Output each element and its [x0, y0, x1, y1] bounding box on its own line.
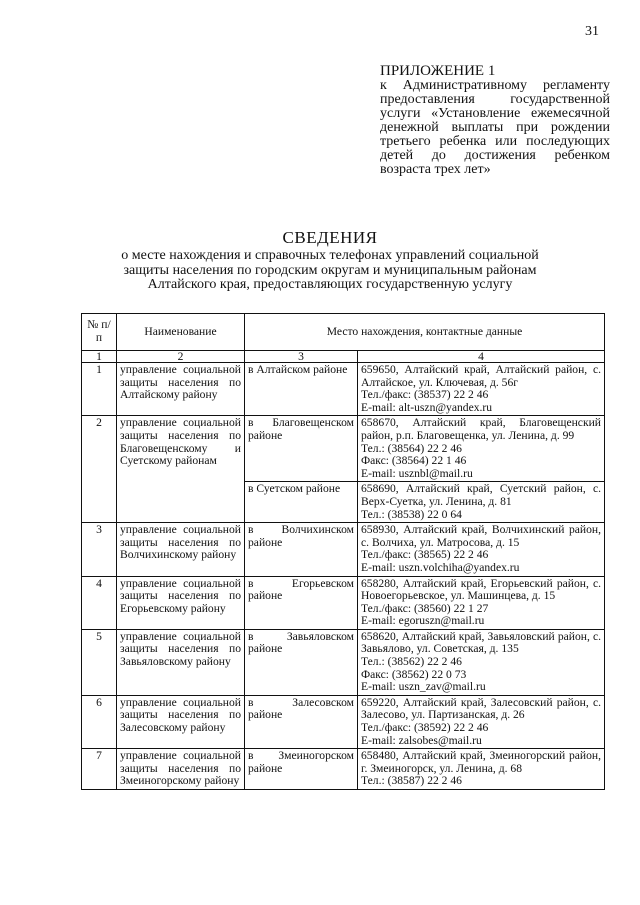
appendix-heading: ПРИЛОЖЕНИЕ 1: [380, 63, 496, 79]
office-email: E-mail: usznbl@mail.ru: [361, 466, 473, 480]
office-phone: Тел./факс: (38537) 22 2 46: [361, 388, 489, 402]
office-name: управление социальной защиты населения по Алтайскому району: [117, 363, 245, 416]
column-number: 4: [358, 351, 605, 363]
table-row: [82, 416, 605, 482]
service-area: в Завьяловском районе: [245, 629, 358, 695]
appendix-text: к Административному регламенту предоставления государственной услуги «Установление ежемесячной денежной выплаты при рождении третьего ребенка или последующих детей до достижения ребенком возраста трех лет»: [380, 78, 610, 177]
office-phone: Факс: (38564) 22 1 46: [361, 454, 467, 468]
row-number: 7: [82, 749, 117, 790]
table-row: [82, 523, 605, 576]
office-email: E-mail: uszn_zav@mail.ru: [361, 680, 486, 694]
table-row: [82, 695, 605, 748]
service-area: в Егорьевском районе: [245, 576, 358, 629]
service-area: в Алтайском районе: [245, 363, 358, 416]
office-phone: Тел./факс: (38560) 22 1 27: [361, 601, 489, 615]
row-number: 6: [82, 695, 117, 748]
office-email: E-mail: alt-uszn@yandex.ru: [361, 400, 493, 414]
header-name: Наименование: [117, 314, 245, 351]
service-area: в Залесовском районе: [245, 695, 358, 748]
office-name: управление социальной защиты населения по Благовещенскому и Суетскому районам: [117, 416, 245, 523]
column-number: 3: [245, 351, 358, 363]
table-row: [82, 576, 605, 629]
table-row: [82, 749, 605, 790]
office-address: 658280, Алтайский край, Егорьевский район, с. Новоегорьевское, ул. Машинцева, д. 15: [361, 576, 601, 603]
service-area: в Змеиногорском районе: [245, 749, 358, 790]
contact-details: [358, 482, 605, 523]
office-address: 659650, Алтайский край, Алтайский район, с. Алтайское, ул. Ключевая, д. 56г: [361, 363, 601, 389]
table-row: [82, 629, 605, 695]
office-name: управление социальной защиты населения по Егорьевскому району: [117, 576, 245, 629]
row-number: 3: [82, 523, 117, 576]
office-address: 658480, Алтайский край, Змеиногорский район, г. Змеиногорск, ул. Ленина, д. 68: [361, 749, 601, 775]
contact-details: [358, 749, 605, 790]
header-num: № п/п: [82, 314, 117, 351]
row-number: 4: [82, 576, 117, 629]
office-name: управление социальной защиты населения по Завьяловскому району: [117, 629, 245, 695]
office-phone: Тел.: (38587) 22 2 46: [361, 774, 462, 788]
offices-table: [81, 313, 605, 790]
office-address: 658690, Алтайский край, Суетский район, с. Верх-Суетка, ул. Ленина, д. 81: [361, 482, 601, 508]
office-email: E-mail: egoruszn@mail.ru: [361, 614, 485, 628]
contact-details: [358, 363, 605, 416]
office-phone: Тел./факс: (38565) 22 2 46: [361, 548, 489, 562]
page-number: 31: [585, 24, 599, 39]
contact-details: [358, 576, 605, 629]
office-address: 658670, Алтайский край, Благовещенский район, р.п. Благовещенка, ул. Ленина, д. 99: [361, 416, 601, 442]
office-phone: Тел.: (38538) 22 0 64: [361, 507, 462, 521]
contact-details: [358, 523, 605, 576]
office-name: управление социальной защиты населения по Змеиногорскому району: [117, 749, 245, 790]
office-email: E-mail: uszn.volchiha@yandex.ru: [361, 560, 520, 574]
document-title: СВЕДЕНИЯ: [282, 228, 378, 247]
office-phone: Тел./факс: (38592) 22 2 46: [361, 721, 489, 735]
table-row: [82, 363, 605, 416]
row-number: 1: [82, 363, 117, 416]
table-body: [82, 363, 605, 790]
title-block: [120, 228, 540, 293]
column-number: 1: [82, 351, 117, 363]
header-place: Место нахождения, контактные данные: [245, 314, 605, 351]
office-phone: Тел.: (38562) 22 2 46: [361, 655, 462, 669]
row-number: 5: [82, 629, 117, 695]
contact-details: [358, 629, 605, 695]
contact-details: [358, 416, 605, 482]
office-address: 658620, Алтайский край, Завьяловский район, с. Завьялово, ул. Советская, д. 135: [361, 629, 601, 656]
office-phone: Факс: (38562) 22 0 73: [361, 667, 467, 681]
office-address: 659220, Алтайский край, Залесовский район, с. Залесово, ул. Партизанская, д. 26: [361, 695, 601, 722]
office-phone: Тел.: (38564) 22 2 46: [361, 441, 462, 455]
row-number: 2: [82, 416, 117, 523]
office-name: управление социальной защиты населения по Залесовскому району: [117, 695, 245, 748]
office-name: управление социальной защиты населения по Волчихинскому району: [117, 523, 245, 576]
service-area: в Благовещенском районе: [245, 416, 358, 482]
appendix-block: [380, 64, 610, 177]
service-area: в Волчихинском районе: [245, 523, 358, 576]
office-address: 658930, Алтайский край, Волчихинский район, с. Волчиха, ул. Матросова, д. 15: [361, 523, 601, 549]
document-subtitle: о месте нахождения и справочных телефонах управлений социальной защиты населения по городским округам и муниципальным районам Алтайского края, предоставляющих государственную услугу: [121, 248, 539, 292]
column-numbers-row: [82, 351, 605, 363]
service-area: в Суетском районе: [245, 482, 358, 523]
table-header-row: [82, 314, 605, 351]
office-email: E-mail: zalsobes@mail.ru: [361, 733, 482, 747]
contact-details: [358, 695, 605, 748]
column-number: 2: [117, 351, 245, 363]
